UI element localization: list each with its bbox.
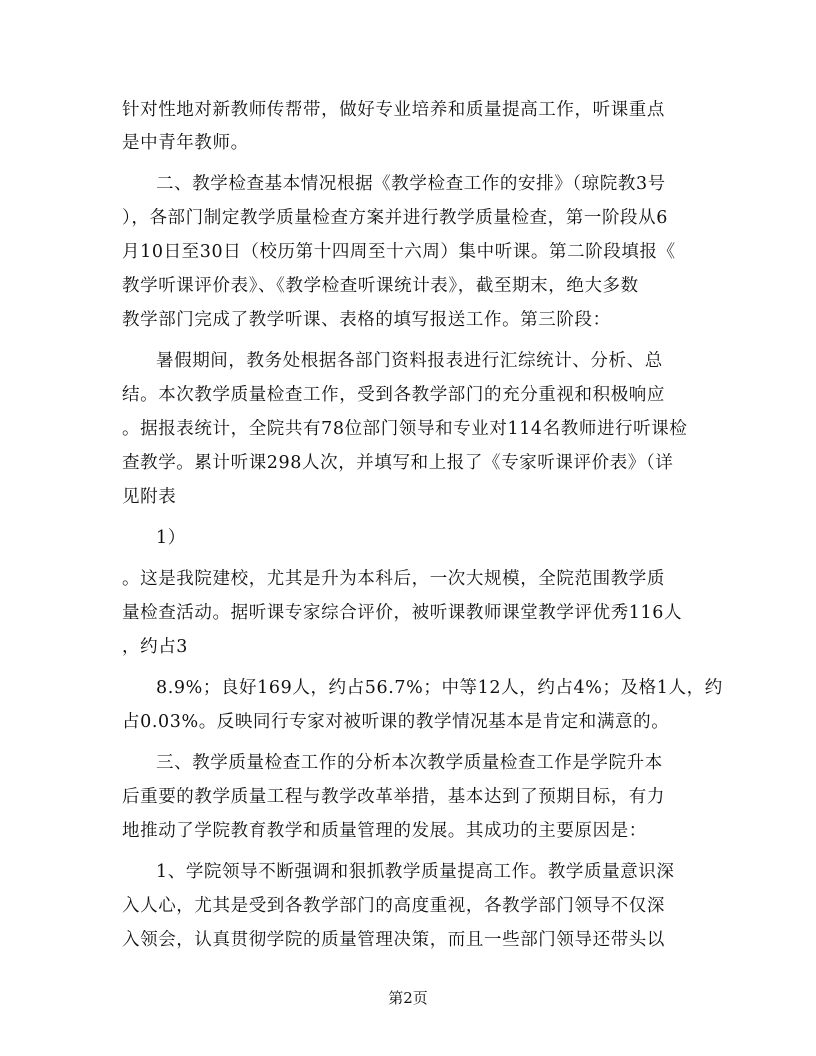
paragraph-7-line-3: 地推动了学院教育教学和质量管理的发展。其成功的主要原因是：	[122, 821, 647, 841]
paragraph-2-line-4: 教学听课评价表》、《教学检查听课统计表》，截至期末，绝大多数	[122, 276, 639, 296]
paragraph-1-line-1: 针对性地对新教师传帮带，做好专业培养和质量提高工作，听课重点	[122, 100, 665, 120]
paragraph-5-line-1: 。这是我院建校，尤其是升为本科后，一次大规模，全院范围教学质	[122, 569, 665, 589]
paragraph-8-line-1: 1、学院领导不断强调和狠抓教学质量提高工作。教学质量意识深	[156, 862, 675, 882]
paragraph-3-line-5: 见附表	[122, 487, 177, 507]
paragraph-2-line-2: ），各部门制定教学质量检查方案并进行教学质量检查，第一阶段从6	[122, 208, 668, 228]
paragraph-2-line-5: 教学部门完成了教学听课、表格的填写报送工作。第三阶段：	[122, 310, 611, 330]
paragraph-6-line-2: 占0.03%。反映同行专家对被听课的教学情况基本是肯定和满意的。	[122, 712, 670, 732]
paragraph-2-line-3: 月10日至30日（校历第十四周至十六周）集中听课。第二阶段填报《	[122, 242, 676, 262]
page-number: 第2页	[388, 989, 428, 1007]
paragraph-8-line-2: 入人心，尤其是受到各教学部门的高度重视，各教学部门领导不仅深	[122, 896, 665, 916]
paragraph-4-line-1: 1）	[156, 528, 186, 548]
paragraph-3-line-3: 。据报表统计，全院共有78位部门领导和专业对114名教师进行听课检	[122, 419, 688, 439]
paragraph-5-line-3: ，约占3	[122, 637, 189, 657]
paragraph-3-line-2: 结。本次教学质量检查工作，受到各教学部门的充分重视和积极响应	[122, 385, 665, 405]
paragraph-2-line-1: 二、教学检查基本情况根据《教学检查工作的安排》（琼院教3号	[156, 174, 666, 194]
paragraph-3-line-4: 查教学。累计听课298人次，并填写和上报了《专家听课评价表》（详	[122, 453, 674, 473]
paragraph-3-line-1: 暑假期间，教务处根据各部门资料报表进行汇综统计、分析、总	[156, 351, 663, 371]
paragraph-7-line-1: 三、教学质量检查工作的分析本次教学质量检查工作是学院升本	[156, 753, 663, 773]
paragraph-1-line-2: 是中青年教师。	[122, 133, 249, 153]
paragraph-7-line-2: 后重要的教学质量工程与教学改革举措，基本达到了预期目标，有力	[122, 787, 665, 807]
paragraph-5-line-2: 量检查活动。据听课专家综合评价，被听课教师课堂教学评优秀116人	[122, 603, 683, 623]
paragraph-6-line-1: 8.9%；良好169人，约占56.7%；中等12人，约占4%；及格1人，约	[156, 678, 723, 698]
paragraph-8-line-3: 入领会，认真贯彻学院的质量管理决策，而且一些部门领导还带头以	[122, 930, 665, 950]
